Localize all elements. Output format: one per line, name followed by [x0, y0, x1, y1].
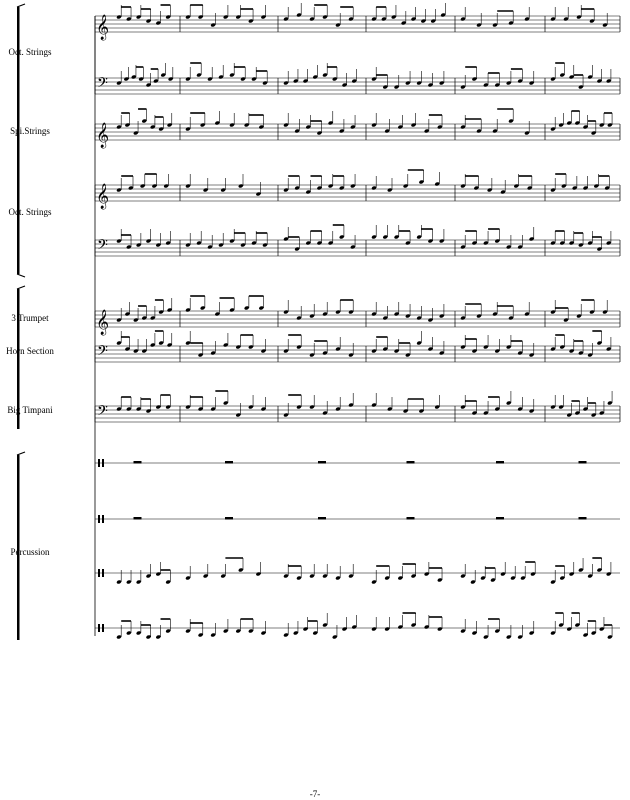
perc-2-whole-rest — [407, 517, 415, 520]
oct-strings-2-bass-bass-clef: 𝄢 — [97, 237, 108, 257]
page-number: -7- — [309, 789, 321, 799]
perc-2-whole-rest — [318, 517, 326, 520]
label-horn: Horn Section — [6, 346, 54, 356]
oct-strings-1-treble-treble-clef: 𝄞 — [96, 15, 110, 40]
perc-3-perc-clef — [102, 569, 104, 577]
label-oct-strings-1: Oct. Strings — [8, 47, 52, 57]
horn-bass-clef: 𝄢 — [97, 343, 108, 363]
perc-1-whole-rest — [318, 461, 326, 464]
perc-2-whole-rest — [225, 517, 233, 520]
perc-2-perc-clef — [102, 515, 104, 523]
percussion-bracket-hook — [17, 452, 25, 455]
perc-1-whole-rest — [407, 461, 415, 464]
spi-strings-treble-clef: 𝄞 — [96, 123, 110, 148]
perc-1-whole-rest — [225, 461, 233, 464]
trumpet-treble-clef: 𝄞 — [96, 310, 110, 335]
strings-bracket-hook — [17, 4, 25, 7]
perc-2-perc-clef — [98, 515, 100, 523]
perc-1-whole-rest — [134, 461, 142, 464]
perc-1-whole-rest — [579, 461, 587, 464]
label-percussion: Percussion — [10, 547, 50, 557]
perc-1-perc-clef — [98, 459, 100, 467]
perc-2-whole-rest — [579, 517, 587, 520]
oct-strings-1-bass-bass-clef: 𝄢 — [97, 75, 108, 95]
label-oct-strings-2: Oct. Strings — [8, 207, 52, 217]
perc-2-whole-rest — [496, 517, 504, 520]
label-timpani: Big Timpani — [7, 405, 53, 415]
perc-4-perc-clef — [98, 624, 100, 632]
perc-2-whole-rest — [134, 517, 142, 520]
perc-4-perc-clef — [102, 624, 104, 632]
label-trumpet: 3 Trumpet — [11, 313, 49, 323]
oct-strings-2-treble-treble-clef: 𝄞 — [96, 184, 110, 209]
perc-3-perc-clef — [98, 569, 100, 577]
strings-bracket-hook — [17, 274, 25, 277]
label-spi-strings: Spi.Strings — [10, 126, 50, 136]
perc-1-perc-clef — [102, 459, 104, 467]
timpani-bass-clef: 𝄢 — [97, 403, 108, 423]
brass-bracket-hook — [17, 286, 25, 289]
perc-1-whole-rest — [496, 461, 504, 464]
